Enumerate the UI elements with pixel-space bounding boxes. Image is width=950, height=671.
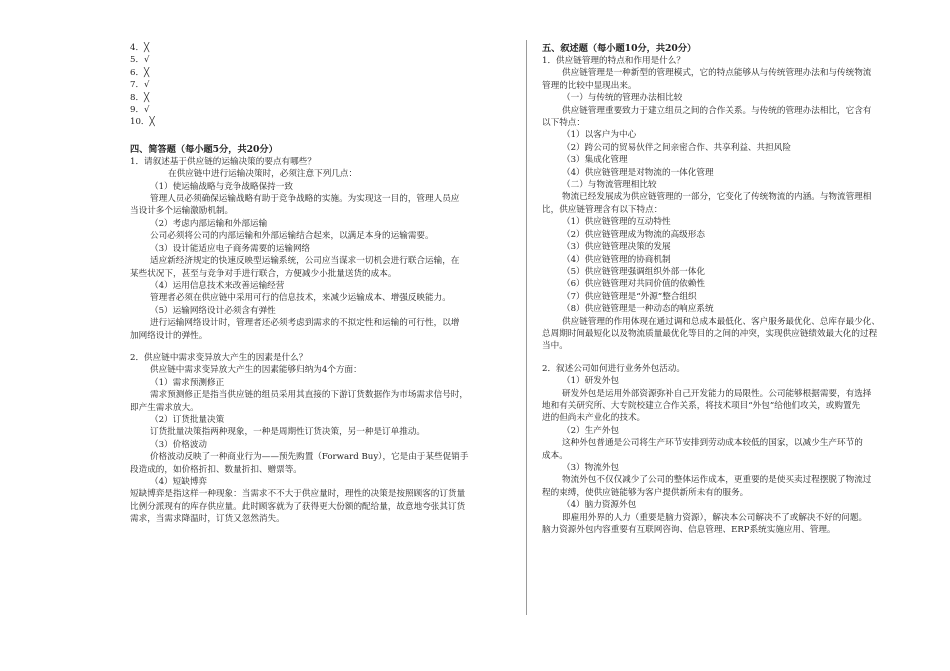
subheading: （2）考虑内部运输和外部运输 xyxy=(150,218,268,229)
list-item: （2）跨公司的贸易伙伴之间亲密合作、共享利益、共担风险 xyxy=(562,142,791,153)
paragraph: 物流外包不仅仅减少了公司的整体运作成本，更重要的是使买卖过程摆脱了物流过 xyxy=(562,475,872,486)
paragraph: 管理者必须在供应链中采用可行的信息技术，来减少运输成本、增强反映能力。 xyxy=(150,293,451,304)
paragraph: 供应链管理是一种新型的管理模式，它的特点能够从与传统管理办法和与传统物流 xyxy=(562,68,872,79)
paragraph: 订货批量决策指两种现象，一种是周期性订货决策，另一种是订单推动。 xyxy=(150,427,426,438)
question-title: 2．供应链中需求变异放大产生的因素是什么？ xyxy=(130,352,308,363)
list-item: （1）以客户为中心 xyxy=(562,130,637,141)
subheading: （3）物流外包 xyxy=(562,463,620,473)
judgment-item: 9．√ xyxy=(130,105,150,116)
judgment-item: 5．√ xyxy=(130,55,150,66)
subheading: （2）生产外包 xyxy=(562,425,620,436)
list-item: （3）供应链管理决策的发展 xyxy=(562,242,671,253)
section-heading: 四、简答题（每小题5分，共20分） xyxy=(130,143,278,155)
judgment-item: 4．╳ xyxy=(130,43,150,53)
paragraph: 当中。 xyxy=(542,341,568,352)
subheading: （1）需求预测修正 xyxy=(150,377,225,388)
right-column xyxy=(542,42,924,536)
paragraph: 地和有关研究所、大专院校建立合作关系，将技术项目“外包”给他们攻关，或购置先 xyxy=(542,400,861,411)
paragraph: 即产生需求放大。 xyxy=(130,402,199,413)
list-item: （7）供应链管理是“外源”整合组织 xyxy=(562,291,697,302)
paragraph: 适应新经济规定的快速反映型运输系统，公司应当谋求一切机会进行联合运输，在 xyxy=(150,256,460,267)
paragraph: 需求，当需求降温时，订货又忽然消失。 xyxy=(130,514,285,525)
section-heading: 五、叙述题（每小题10分，共20分） xyxy=(542,43,697,54)
paragraph: 供应链中需求变异放大产生的因素能够归纳为4个方面： xyxy=(150,365,362,376)
list-item: （3）集成化管理 xyxy=(562,155,628,166)
paragraph: 研发外包是运用外部资源弥补自己开发能力的局限性。公司能够根据需要，有选择 xyxy=(562,388,872,399)
question-title: 2．叙述公司如何进行业务外包活动。 xyxy=(542,363,685,374)
paragraph: 管理人员必须确保运输战略有助于竞争战略的实施。为实现这一目的，管理人员应 xyxy=(150,194,460,205)
paragraph: 比例分派现有的库存供应量。此时顾客就为了获得更大份额的配给量，故意地夸张其订货 xyxy=(130,501,466,512)
subheading: （3）设计能适应电子商务需要的运输网络 xyxy=(150,243,311,254)
column-divider xyxy=(526,40,527,615)
paragraph: 即雇用外界的人力（重要是脑力资源），解决本公司解决不了或解决不好的问题。 xyxy=(562,512,868,523)
subheading: （3）价格波动 xyxy=(150,439,208,450)
judgment-item: 6．╳ xyxy=(130,67,150,78)
paragraph: 进的但尚未产业化的技术。 xyxy=(542,413,646,424)
left-column xyxy=(130,42,512,526)
subheading: （2）订货批量决策 xyxy=(150,414,225,425)
list-item: （6）供应链管理对共同价值的依赖性 xyxy=(562,279,705,290)
judgment-item: 10．╳ xyxy=(130,117,155,128)
question-title: 1．供应链管理的特点和作用是什么？ xyxy=(542,56,685,66)
paragraph: 总周期时间最短化以及物流质量最优化等目的之间的冲突，实现供应链绩效最大化的过程 xyxy=(542,328,878,339)
subheading: （1）研发外包 xyxy=(562,376,620,387)
list-item: （4）供应链管理的协商机制 xyxy=(562,254,671,265)
subheading: （4）短缺博弈 xyxy=(150,477,208,487)
list-item: （5）供应链管理强调组织外部一体化 xyxy=(562,266,705,277)
paragraph: 供应链管理的作用体现在通过调和总成本最低化、客户服务最优化、总库存最少化、 xyxy=(562,316,880,327)
subheading: （二）与物流管理相比较 xyxy=(562,180,657,191)
list-item: （4）供应链管理是对物流的一体化管理 xyxy=(562,167,714,178)
paragraph: 供应链管理重要致力于建立组员之间的合作关系。与传统的管理办法相比，它含有 xyxy=(562,105,872,116)
judgment-answers xyxy=(130,42,512,129)
subheading: （5）运输网络设计必须含有弹性 xyxy=(150,305,276,316)
paragraph: 短缺博弈是指这样一种现象：当需求不不大于供应量时，理性的决策是按照顾客的订货量 xyxy=(130,489,466,500)
paragraph: 进行运输网络设计时，管理者还必须考虑到需求的不拟定性和运输的可行性，以增 xyxy=(150,318,460,329)
paragraph: 段造成的，如价格折扣、数量折扣、赠票等。 xyxy=(130,464,302,475)
paragraph: 需求预测修正是指当供应链的组员采用其直接的下游订货数据作为市场需求信号时， xyxy=(150,390,468,401)
paragraph: 加网络设计的弹性。 xyxy=(130,330,208,341)
paragraph: 管理的比较中显现出来。 xyxy=(542,80,637,91)
judgment-item: 7．√ xyxy=(130,80,150,91)
paragraph: 脑力资源外包内容重要有互联网咨询、信息管理、ERP系统实施应用、管理。 xyxy=(542,525,836,536)
paragraph: 成本。 xyxy=(542,450,568,461)
paragraph: 某些状况下，甚至与竞争对手进行联合，方便减少小批量送货的成本。 xyxy=(130,268,397,279)
paragraph: 物流已经发展成为供应链管理的一部分，它变化了传统物流的内涵。与物流管理相 xyxy=(562,192,872,203)
paragraph: 在供应链中进行运输决策时，必须注意下列几点： xyxy=(168,169,358,180)
paragraph: 以下特点： xyxy=(542,118,585,129)
question-title: 1．请叙述基于供应链的运输决策的要点有哪些？ xyxy=(130,156,316,167)
subheading: （一）与传统的管理办法相比较 xyxy=(562,93,683,104)
subheading: （4）运用信息技术来改善运输经营 xyxy=(150,280,285,291)
list-item: （1）供应链管理的互动特性 xyxy=(562,217,671,228)
paragraph: 价格波动反映了一种商业行为——预先购置（Forward Buy），它是由于某些促销手 xyxy=(150,452,469,463)
paragraph: 程的束缚，使供应链能够为客户提供新所未有的服务。 xyxy=(542,487,749,498)
paragraph: 这种外包普通是公司将生产环节安排到劳动成本较低的国家，以减少生产环节的 xyxy=(562,438,863,449)
list-item: （2）供应链管理成为物流的高级形态 xyxy=(562,229,705,240)
judgment-item: 8．╳ xyxy=(130,92,150,103)
subheading: （1）使运输战略与竞争战略保持一致 xyxy=(150,181,293,192)
subheading: （4）脑力资源外包 xyxy=(562,500,637,511)
list-item: （8）供应链管理是一种动态的响应系统 xyxy=(562,304,714,315)
paragraph: 当设计多个运输激励机制。 xyxy=(130,206,234,217)
paragraph: 公司必须将公司的内部运输和外部运输结合起来，以满足本身的运输需要。 xyxy=(150,231,434,242)
paragraph: 比，供应链管理含有以下特点： xyxy=(542,204,663,215)
